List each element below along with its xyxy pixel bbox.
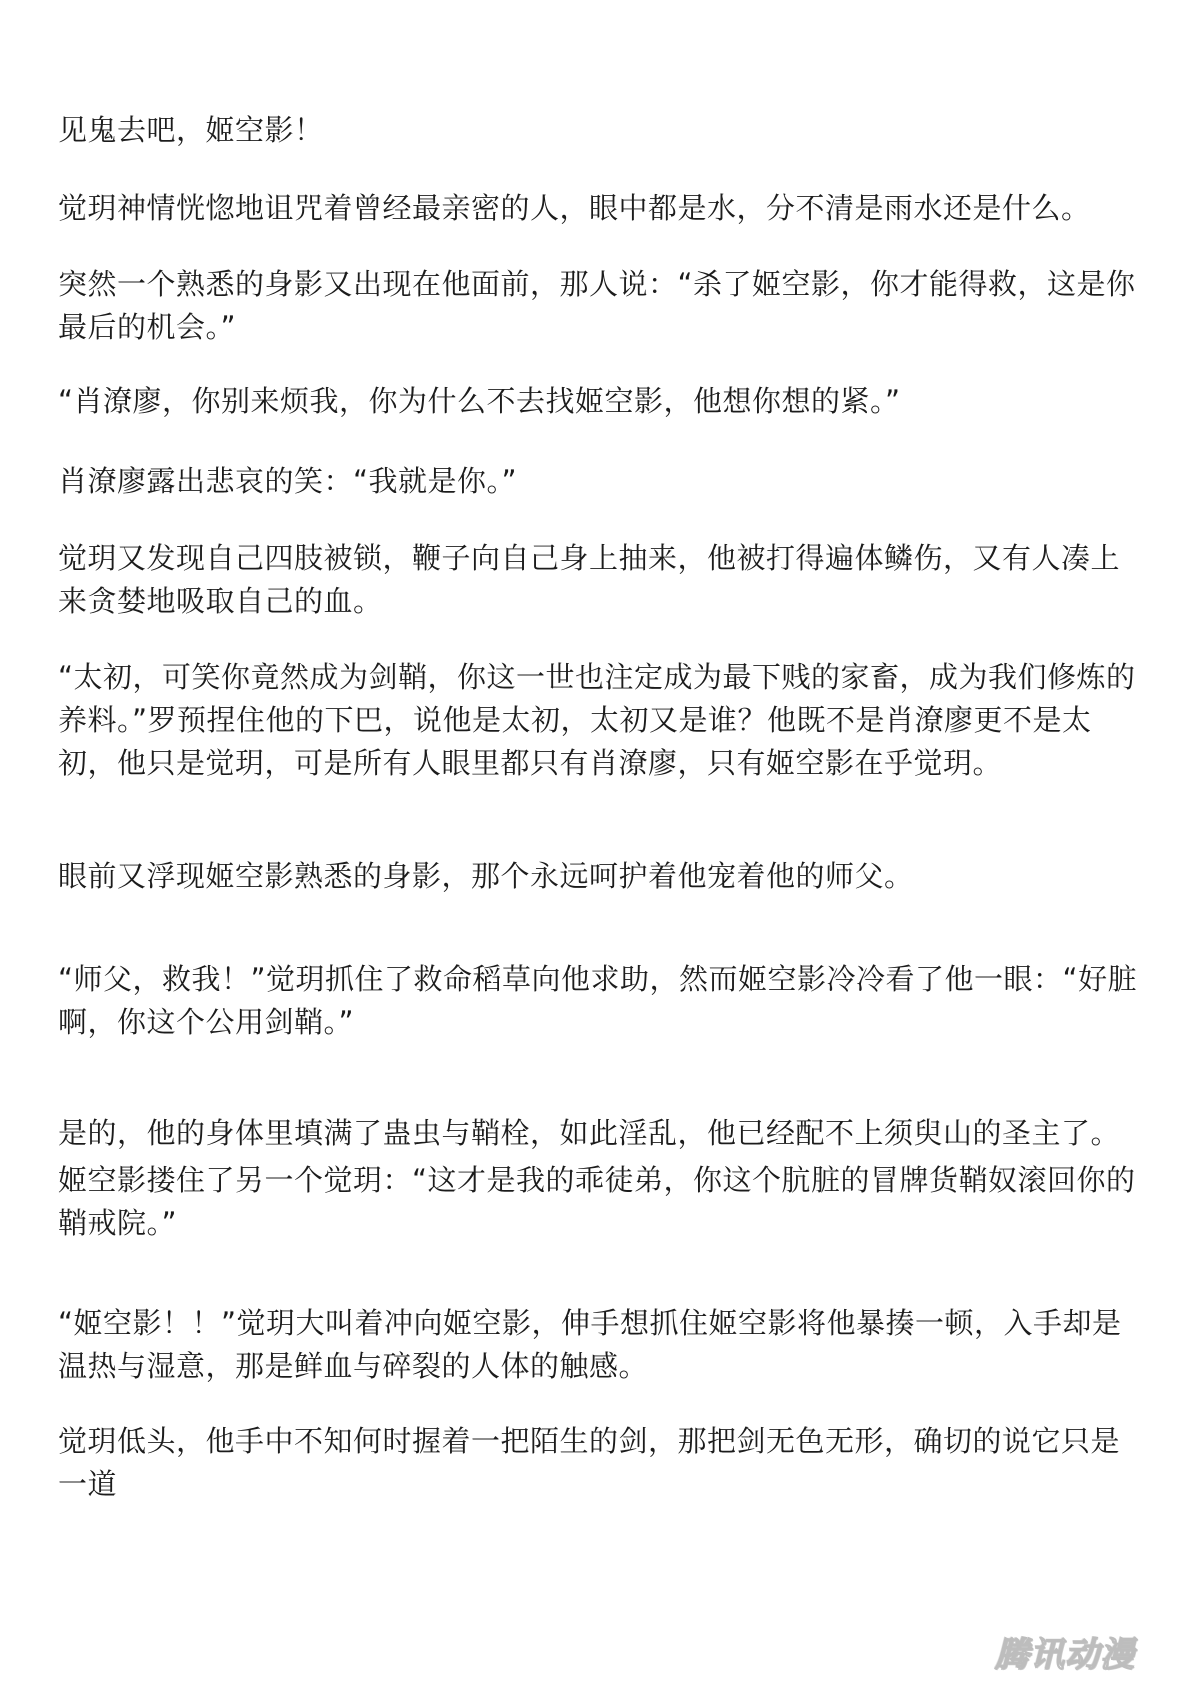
paragraph-9: “师父，救我！”觉玥抓住了救命稻草向他求助，然而姬空影冷冷看了他一眼：“好脏啊，你这个公用剑鞘。” (58, 962, 1138, 1039)
tencent-comics-watermark (985, 1625, 1145, 1677)
watermark-text: 腾讯动漫 (995, 1634, 1135, 1675)
paragraph-1: 见鬼去吧，姬空影！ (58, 113, 324, 147)
paragraph-4: “肖潦廖，你别来烦我，你为什么不去找姬空影，他想你想的紧。” (58, 384, 901, 418)
paragraph-8: 眼前又浮现姬空影熟悉的身影，那个永远呵护着他宠着他的师父。 (58, 859, 914, 893)
paragraph-12: “姬空影！！”觉玥大叫着冲向姬空影，伸手想抓住姬空影将他暴揍一顿，入手却是温热与湿意，那是鲜血与碎裂的人体的触感。 (58, 1306, 1122, 1383)
paragraph-7: “太初，可笑你竟然成为剑鞘，你这一世也注定成为最下贱的家畜，成为我们修炼的养料。”罗预捏住他的下巴，说他是太初，太初又是谁？他既不是肖潦廖更不是太初，他只是觉玥，可是所有人眼里都只有肖潦廖，只有姬空影在乎觉玥。 (58, 660, 1136, 780)
paragraph-13: 觉玥低头，他手中不知何时握着一把陌生的剑，那把剑无色无形，确切的说它只是一道 (58, 1424, 1121, 1501)
paragraph-6: 觉玥又发现自己四肢被锁，鞭子向自己身上抽来，他被打得遍体鳞伤，又有人凑上来贪婪地吸取自己的血。 (58, 541, 1121, 618)
paragraph-2: 觉玥神情恍惚地诅咒着曾经最亲密的人，眼中都是水，分不清是雨水还是什么。 (58, 191, 1091, 225)
paragraph-11: 姬空影搂住了另一个觉玥：“这才是我的乖徒弟，你这个肮脏的冒牌货鞘奴滚回你的鞘戒院。” (58, 1163, 1136, 1240)
paragraph-3: 突然一个熟悉的身影又出现在他面前，那人说：“杀了姬空影，你才能得救，这是你最后的机会。” (58, 267, 1136, 344)
paragraph-5: 肖潦廖露出悲哀的笑：“我就是你。” (58, 464, 518, 498)
paragraph-10: 是的，他的身体里填满了蛊虫与鞘栓，如此淫乱，他已经配不上须臾山的圣主了。 (58, 1116, 1121, 1150)
